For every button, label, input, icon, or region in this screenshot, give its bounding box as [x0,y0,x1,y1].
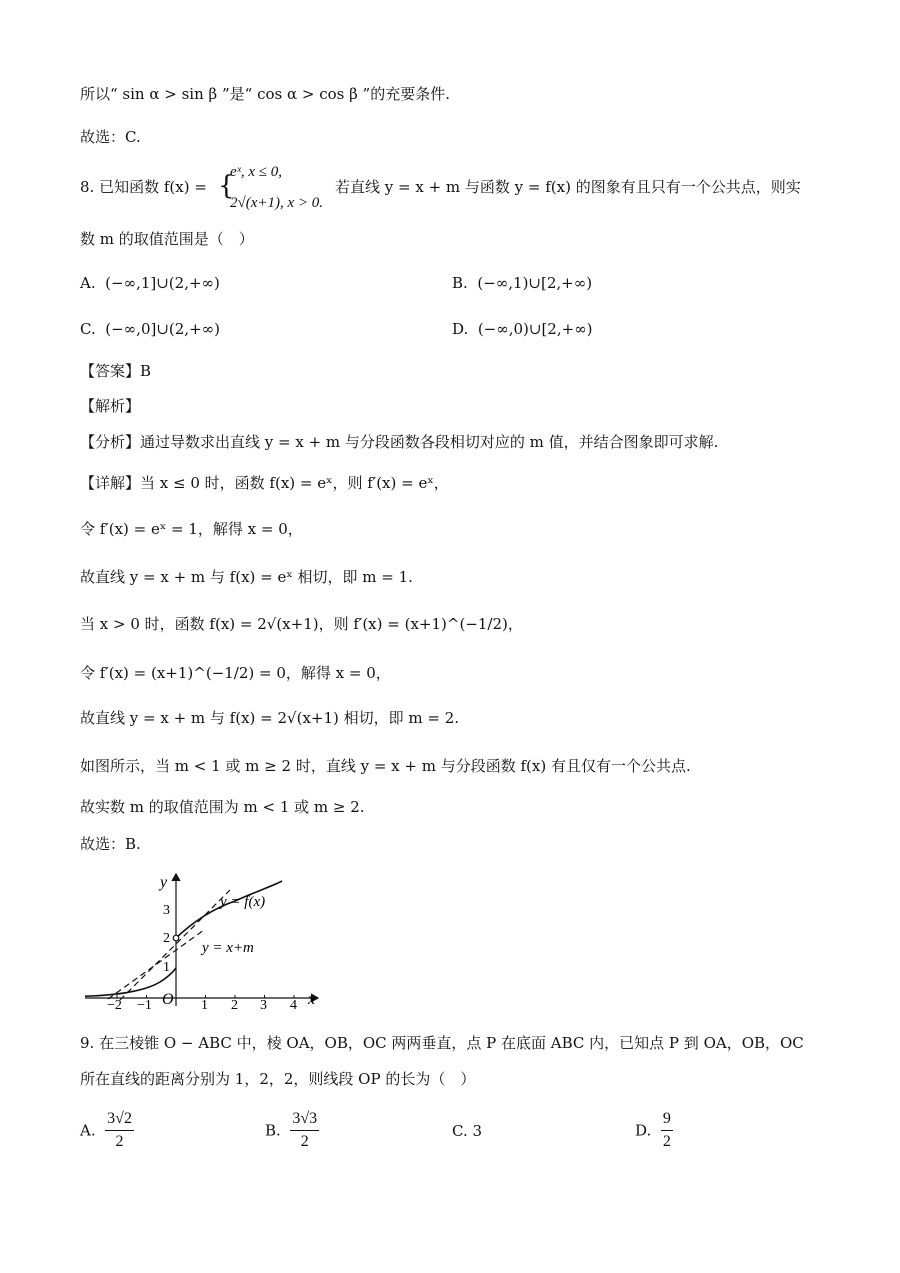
solution-line-9: 故选：B. [80,835,141,853]
y-tick-2: 2 [163,931,170,946]
x-tick-neg1: −1 [137,998,152,1010]
y-tick-1: 1 [163,960,170,975]
y-tick-3: 3 [163,903,170,918]
x-axis-label: x [308,991,316,1008]
line-choice-c: 故选：C. [80,128,141,146]
q8-stem-a: 8. 已知函数 f(x) = [80,178,207,196]
x-tick-3: 3 [260,998,267,1010]
q8-stem-b: 若直线 y = x + m 与函数 y = f(x) 的图象有且只有一个公共点，则实 [335,178,801,196]
q8-case2: 2√(x+1), x > 0. [230,195,324,211]
q8-stem-c: 数 m 的取值范围是（ ） [80,230,254,248]
q9-option-d[interactable]: D. $\frac{9}{2}$ [635,1110,671,1150]
open-point [173,935,179,941]
x-tick-2: 2 [231,998,238,1010]
line-conclusion: 所以“ sin α > sin β ”是“ cos α > cos β ”的充要条件. [80,85,450,103]
x-tick-neg2: −2 [107,998,122,1010]
line-label: y = x+m [202,940,254,956]
solution-line-4: 当 x > 0 时，函数 f(x) = 2√(x+1)，则 f′(x) = (x+1)^(−1/2)， [80,615,523,633]
q8-option-a[interactable]: A. (−∞,1]∪(2,+∞) [80,274,220,292]
fenxi-line: 【分析】通过导数求出直线 y = x + m 与分段函数各段相切对应的 m 值，并结合图象即可求解. [80,433,719,451]
origin-label: O [162,991,174,1008]
solution-line-7: 如图所示，当 m < 1 或 m ≥ 2 时，直线 y = x + m 与分段函数 f(x) 有且仅有一个公共点. [80,757,691,775]
y-axis-label: y [160,874,168,891]
function-graph [80,868,330,1010]
piecewise-brace: { [218,171,235,201]
q8-option-b[interactable]: B. (−∞,1)∪[2,+∞) [452,274,593,292]
q8-option-d[interactable]: D. (−∞,0)∪[2,+∞) [452,320,593,338]
q9-option-b[interactable]: B. $\frac{3√3}{2}$ [265,1110,318,1150]
x-tick-4: 4 [290,998,297,1010]
solution-line-8: 故实数 m 的取值范围为 m < 1 或 m ≥ 2. [80,798,365,816]
solution-line-2: 令 f′(x) = eˣ = 1，解得 x = 0， [80,520,303,538]
q8-option-c[interactable]: C. (−∞,0]∪(2,+∞) [80,320,220,338]
solution-line-3: 故直线 y = x + m 与 f(x) = eˣ 相切，即 m = 1. [80,568,413,586]
x-tick-1: 1 [201,998,208,1010]
solution-line-6: 故直线 y = x + m 与 f(x) = 2√(x+1) 相切，即 m = 2. [80,709,460,727]
q9-stem-a: 9. 在三棱锥 O − ABC 中，棱 OA，OB，OC 两两垂直，点 P 在底面 ABC 内，已知点 P 到 OA，OB，OC [80,1034,804,1052]
solution-line-5: 令 f′(x) = (x+1)^(−1/2) = 0，解得 x = 0， [80,664,391,682]
q9-option-c[interactable]: C. 3 [452,1122,483,1140]
q9-option-a[interactable]: A. $\frac{3√2}{2}$ [80,1110,132,1150]
q9-stem-b: 所在直线的距离分别为 1，2，2，则线段 OP 的长为（ ） [80,1070,476,1088]
curve-label: y = f(x) [220,894,266,910]
analysis-tag: 【解析】 [80,397,141,415]
xiangjie-line: 【详解】当 x ≤ 0 时，函数 f(x) = eˣ，则 f′(x) = eˣ， [80,474,449,492]
answer-tag: 【答案】B [80,362,152,380]
q8-case1: eˣ, x ≤ 0, [230,164,283,180]
